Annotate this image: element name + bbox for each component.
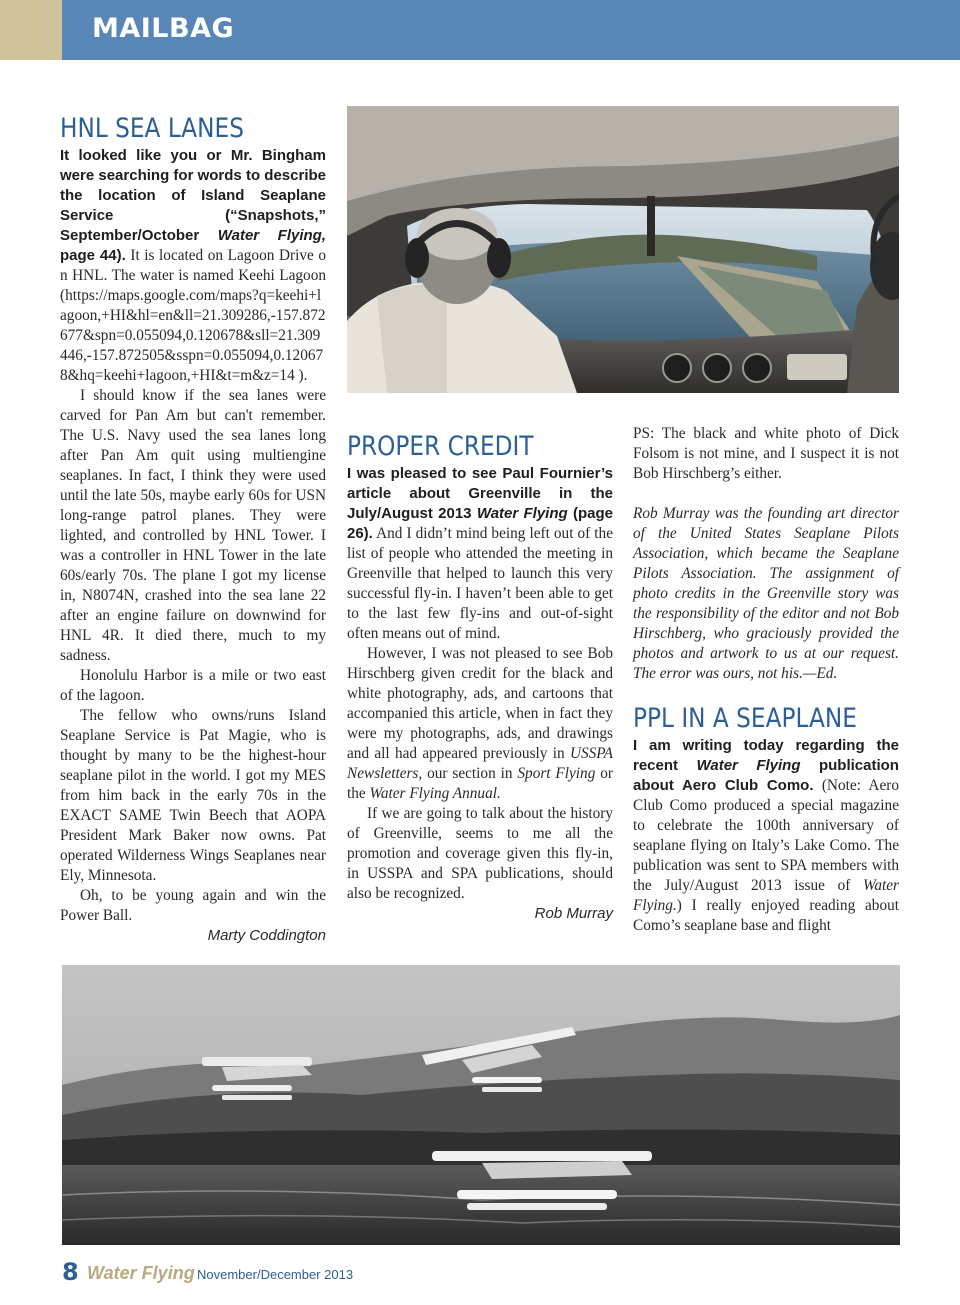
section-header bbox=[0, 0, 960, 60]
seaplanes-photo bbox=[62, 965, 900, 1245]
letter-headline: PPL IN A SEAPLANE bbox=[633, 703, 857, 734]
letter-headline: HNL SEA LANES bbox=[60, 113, 244, 144]
section-title: MAILBAG bbox=[92, 13, 235, 44]
letter-paragraph: Oh, to be young again and win the Power Ball. bbox=[60, 887, 326, 924]
header-tan-tab bbox=[0, 0, 62, 60]
letter-paragraph: However, I was not pleased to see Bob Hirschberg given credit for the black and white photography, ads, and cartoons that accompanied this article, when in fact they were my photographs, ads, and drawings and all had appeared previously in USSPA Newsletters, our section in Sport Flying or the Water Flying Annual. bbox=[347, 645, 613, 802]
letter-column-3 bbox=[633, 424, 899, 936]
letter-paragraph: If we are going to talk about the history of Greenville, seems to me all the promotion and coverage given this fly-in, in USSPA and SPA publications, should also be recognized. bbox=[347, 805, 613, 902]
letter-lead-in: I am writing today regarding the recent Water Flying publication about Aero Club Como. bbox=[633, 737, 899, 794]
postscript: PS: The black and white photo of Dick Folsom is not mine, and I suspect it is not Bob Hirschberg’s either. bbox=[633, 425, 899, 482]
issue-date: November/December 2013 bbox=[197, 1267, 354, 1282]
letter-paragraph: I am writing today regarding the recent Water Flying publication about Aero Club Como. (Note: Aero Club Como produced a special magazine to celebrate the 100th anniversary of seaplane flying on Italy’s Lake Como. The publication was sent to SPA members with the July/August 2013 issue of Water Flying.) I really enjoyed reading about Como’s seaplane base and flight bbox=[633, 737, 899, 934]
letter-paragraph: I was pleased to see Paul Fournier’s article about Greenville in the July/August 2013 Water Flying (page 26). And I didn’t mind being left out of the list of people who attended the meeting in Greenville that helped to launch this very successful fly-in. I haven’t been able to get to the last few fly-ins and out-of-sight often means out of mind. bbox=[347, 465, 613, 642]
letter-lead-in: It looked like you or Mr. Bingham were searching for words to describe the location of Island Seaplane Service (“Snapshots,” September/October Water Flying, page 44). bbox=[60, 147, 326, 264]
letter-paragraph: The fellow who owns/runs Island Seaplane Service is Pat Magie, who is thought by many to be the highest-hour seaplane pilot in the world. I got my MES from him back in the early 70s in the EXACT SAME Twin Beech that AOPA President Mark Baker now owns. Pat operated Wilderness Wings Seaplanes near Ely, Minnesota. bbox=[60, 707, 326, 884]
letter-signature: Marty Coddington bbox=[207, 927, 326, 944]
letter-signature: Rob Murray bbox=[534, 905, 613, 922]
magazine-name: Water Flying bbox=[87, 1263, 195, 1283]
letter-headline: PROPER CREDIT bbox=[347, 431, 534, 462]
editor-note: Rob Murray was the founding art director of the United States Seaplane Pilots Association, which became the Seaplane Pilots Association. The assignment of photo credits in the Greenville story was the responsibility of the editor and not Bob Hirschberg, who graciously provided the photos and artwork to us at our request. The error was ours, not his.—Ed. bbox=[633, 505, 899, 682]
cockpit-photo bbox=[347, 106, 899, 393]
letter-paragraph: It looked like you or Mr. Bingham were searching for words to describe the location of Island Seaplane Service (“Snapshots,” September/October Water Flying, page 44). It is located on Lagoon Drive on HNL. The water is named Keehi Lagoon (https://maps.google.com/maps?q=keehi+lagoon,+HI&hl=en&ll=21.309286,-157.872677&spn=0.055094,0.120678&sll=21.309446,-157.872505&sspn=0.055094,0.120678&hq=keehi+lagoon,+HI&t=m&z=14 ). bbox=[60, 147, 327, 384]
letter-paragraph: I should know if the sea lanes were carved for Pan Am but can't remember. The U.S. Navy used the sea lanes long after Pan Am quit using multiengine seaplanes. In fact, I think they were used until the late 50s, maybe early 60s for USN long-range patrol planes. They were lighted, and controlled by HNL Tower. I was a controller in HNL Tower in the late 60s/early 70s. The plane I got my license in, N8074N, crashed into the sea lane 22 after an engine failure on downwind for HNL 4R. It died there, much to my sadness. bbox=[60, 387, 326, 664]
letter-proper-credit bbox=[347, 430, 613, 924]
letter-lead-in: I was pleased to see Paul Fournier’s article about Greenville in the July/August 2013 Water Flying (page 26). bbox=[347, 465, 613, 542]
letter-hnl-sea-lanes bbox=[60, 112, 326, 946]
page-number: 8 bbox=[62, 1258, 79, 1286]
letter-paragraph: Honolulu Harbor is a mile or two east of the lagoon. bbox=[60, 667, 326, 704]
page-footer bbox=[62, 1258, 562, 1290]
